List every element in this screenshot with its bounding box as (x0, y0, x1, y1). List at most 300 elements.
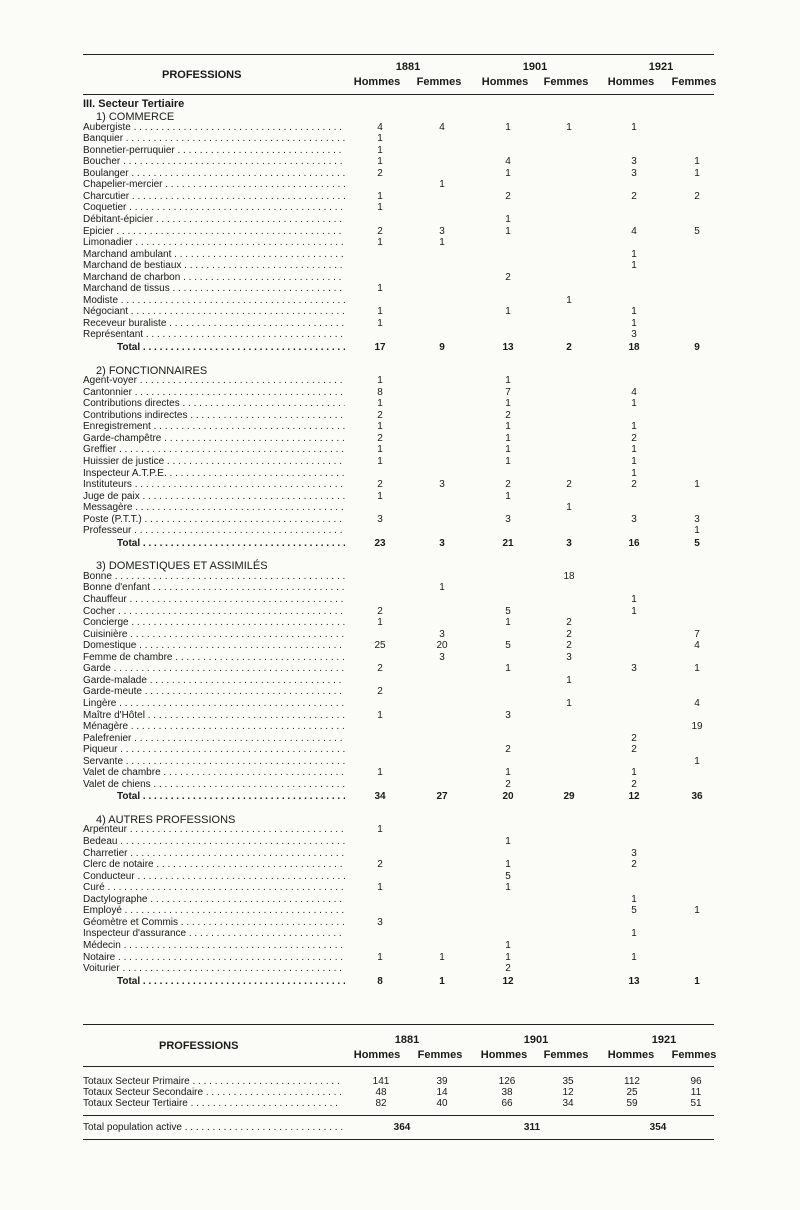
profession-label: Conducteur . . . (83, 871, 345, 883)
cell-hommes-1881: 2 (377, 167, 383, 179)
profession-label: Concierge . . . (83, 617, 345, 629)
cell-femmes-1901: 18 (563, 570, 575, 582)
total-hommes-1901: 13 (502, 342, 514, 353)
cell-hommes-1881: 1 (377, 617, 383, 629)
cell-hommes-1921: 1 (631, 467, 637, 479)
total-row (83, 791, 714, 803)
summary-mid-rule (83, 1115, 714, 1116)
cell-hommes-1881: 1 (377, 709, 383, 721)
cell-hommes-1901: 1 (505, 121, 511, 133)
profession-label: Inspecteur A.T.P.E. . . . (83, 468, 345, 480)
cell-femmes-1921: 5 (694, 225, 700, 237)
total-row (83, 976, 714, 988)
cell-hommes-1901: 1 (505, 939, 511, 951)
total-hommes-1921: 13 (628, 975, 640, 987)
table-row (83, 502, 714, 514)
table-row (83, 433, 714, 445)
hommes-1921-header: Hommes (607, 76, 655, 88)
total-label: Total . . . (117, 976, 345, 988)
cell-hommes-1901: 2 (505, 778, 511, 790)
cell-femmes-1881: 3 (439, 628, 445, 640)
total-label: Total . . . (117, 791, 345, 803)
table-row (83, 928, 714, 940)
cell-hommes-1901: 1 (505, 167, 511, 179)
table-row (83, 721, 714, 733)
cell-femmes-1901: 3 (566, 651, 572, 663)
cell-hommes-1901: 1 (505, 859, 511, 871)
table-row (83, 295, 714, 307)
table-row (83, 260, 714, 272)
table-row (83, 617, 714, 629)
table-row (83, 571, 714, 583)
summary-femmes-1921: 96 (690, 1076, 702, 1087)
table-row (83, 122, 714, 134)
cell-femmes-1921: 1 (694, 479, 700, 491)
cell-hommes-1921: 3 (631, 329, 637, 341)
profession-label: Cocher . . . (83, 606, 345, 618)
cell-hommes-1901: 5 (505, 640, 511, 652)
cell-hommes-1881: 3 (377, 916, 383, 928)
summary-hommes-1901: 126 (498, 1076, 516, 1087)
table-row (83, 468, 714, 480)
table-row (83, 329, 714, 341)
table-row (83, 272, 714, 284)
summary-hommes-1901-header: Hommes (480, 1049, 528, 1061)
cell-hommes-1881: 2 (377, 409, 383, 421)
profession-label: Coquetier . . . (83, 202, 345, 214)
summary-hommes-1921: 59 (626, 1098, 638, 1109)
summary-hommes-1921: 112 (624, 1076, 640, 1087)
cell-hommes-1921: 1 (631, 928, 637, 940)
cell-hommes-1881: 2 (377, 225, 383, 237)
cell-hommes-1881: 8 (377, 386, 383, 398)
profession-label: Domestique . . . (83, 640, 345, 652)
profession-label: Palefrenier . . . (83, 733, 345, 745)
cell-hommes-1921: 3 (631, 156, 637, 168)
profession-label: Inspecteur d'assurance . . . (83, 928, 345, 940)
profession-label: Marchand de tissus . . . (83, 283, 345, 295)
table-row (83, 894, 714, 906)
summary-femmes-1921: 11 (690, 1087, 702, 1098)
femmes-1881-header: Femmes (416, 76, 462, 88)
cell-hommes-1901: 3 (505, 513, 511, 525)
table-row (83, 848, 714, 860)
cell-hommes-1901: 1 (505, 306, 511, 318)
profession-label: Curé . . . (83, 882, 345, 894)
cell-hommes-1881: 1 (377, 202, 383, 214)
cell-hommes-1901: 1 (505, 617, 511, 629)
summary-femmes-1901: 34 (562, 1098, 574, 1109)
summary-femmes-1901-header: Femmes (543, 1049, 589, 1061)
profession-label: Lingère . . . (83, 698, 345, 710)
profession-label: Poste (P.T.T.) . . . (83, 514, 345, 526)
cell-hommes-1921: 1 (631, 444, 637, 456)
cell-hommes-1921: 1 (631, 455, 637, 467)
table-row (83, 283, 714, 295)
profession-label: Marchand de charbon . . . (83, 272, 345, 284)
cell-hommes-1881: 2 (377, 859, 383, 871)
table-row (83, 940, 714, 952)
cell-hommes-1921: 3 (631, 847, 637, 859)
cell-hommes-1921: 1 (631, 594, 637, 605)
table-row (83, 202, 714, 214)
table-row (83, 698, 714, 710)
profession-label: Cuisinière . . . (83, 629, 345, 641)
total-femmes-1901: 2 (566, 342, 572, 353)
cell-hommes-1881: 2 (377, 605, 383, 617)
year-1921-header: 1921 (648, 61, 674, 73)
table-row (83, 710, 714, 722)
summary-row (83, 1076, 714, 1087)
total-hommes-1921: 16 (628, 537, 640, 549)
cell-hommes-1921: 4 (631, 386, 637, 398)
cell-hommes-1901: 2 (505, 190, 511, 202)
cell-femmes-1921: 4 (694, 697, 700, 709)
cell-femmes-1881: 1 (439, 179, 445, 191)
table-row (83, 318, 714, 330)
group-title: 4) AUTRES PROFESSIONS (96, 813, 236, 826)
table-row (83, 905, 714, 917)
cell-hommes-1881: 1 (377, 283, 383, 295)
cell-femmes-1921: 3 (694, 513, 700, 525)
profession-label: Charcutier . . . (83, 191, 345, 203)
cell-hommes-1881: 1 (377, 237, 383, 249)
total-label: Total . . . (117, 342, 345, 354)
cell-hommes-1881: 1 (377, 824, 383, 836)
cell-hommes-1901: 2 (505, 271, 511, 283)
cell-hommes-1881: 1 (377, 444, 383, 456)
femmes-1921-header: Femmes (671, 76, 717, 88)
cell-femmes-1881: 4 (439, 121, 445, 133)
cell-hommes-1901: 5 (505, 870, 511, 882)
profession-label: Ménagère . . . (83, 721, 345, 733)
table-row (83, 387, 714, 399)
cell-hommes-1901: 1 (505, 444, 511, 456)
profession-label: Marchand ambulant . . . (83, 249, 345, 261)
profession-label: Instituteurs . . . (83, 479, 345, 491)
profession-label: Aubergiste . . . (83, 122, 345, 134)
profession-label: Receveur buraliste . . . (83, 318, 345, 330)
table-row (83, 767, 714, 779)
table-row (83, 744, 714, 756)
cell-femmes-1901: 2 (566, 640, 572, 652)
table-row (83, 191, 714, 203)
table-row (83, 179, 714, 191)
cell-femmes-1901: 2 (566, 479, 572, 491)
summary-hommes-1881: 82 (375, 1098, 387, 1109)
section-title: III. Secteur Tertiaire (83, 98, 185, 110)
cell-femmes-1921: 1 (694, 755, 700, 767)
table-row (83, 859, 714, 871)
table-row (83, 306, 714, 318)
cell-hommes-1901: 2 (505, 409, 511, 421)
summary-femmes-1881-header: Femmes (417, 1049, 463, 1061)
total-femmes-1901: 3 (566, 537, 572, 549)
table-row (83, 214, 714, 226)
total-hommes-1921: 12 (628, 791, 640, 803)
table-row (83, 410, 714, 422)
profession-label: Représentant . . . (83, 329, 345, 341)
table-row (83, 249, 714, 261)
profession-label: Chauffeur . . . (83, 594, 345, 606)
cell-hommes-1881: 1 (377, 882, 383, 894)
profession-label: Bonnetier-perruquier . . . (83, 145, 345, 157)
profession-label: Professeur . . . (83, 525, 345, 537)
cell-hommes-1901: 1 (505, 836, 511, 847)
cell-femmes-1901: 1 (566, 502, 572, 514)
table-row (83, 836, 714, 848)
population-1921: 354 (649, 1122, 667, 1133)
summary-femmes-1881: 39 (436, 1076, 448, 1087)
table-row (83, 952, 714, 964)
profession-label: Voiturier . . . (83, 963, 345, 975)
summary-row (83, 1087, 714, 1098)
profession-label: Huissier de justice . . . (83, 456, 345, 468)
cell-hommes-1881: 1 (377, 133, 383, 145)
total-femmes-1921: 1 (694, 975, 700, 987)
cell-femmes-1881: 1 (439, 237, 445, 249)
total-femmes-1921: 9 (694, 342, 700, 353)
cell-femmes-1901: 1 (566, 121, 572, 133)
cell-hommes-1901: 2 (505, 963, 511, 975)
population-row (83, 1122, 714, 1133)
table-row (83, 882, 714, 894)
profession-label: Piqueur . . . (83, 744, 345, 756)
cell-hommes-1881: 4 (377, 121, 383, 133)
summary-year-1901-header: 1901 (523, 1034, 549, 1046)
summary-hommes-1921-header: Hommes (607, 1049, 655, 1061)
cell-hommes-1921: 2 (631, 479, 637, 491)
profession-label: Marchand de bestiaux . . . (83, 260, 345, 272)
cell-hommes-1901: 1 (505, 432, 511, 444)
total-femmes-1881: 1 (439, 975, 445, 987)
table-row (83, 640, 714, 652)
cell-hommes-1901: 2 (505, 479, 511, 491)
total-hommes-1881: 8 (377, 975, 383, 987)
profession-label: Négociant . . . (83, 306, 345, 318)
cell-hommes-1881: 3 (377, 513, 383, 525)
table-row (83, 756, 714, 768)
cell-hommes-1901: 1 (505, 490, 511, 502)
top-rule (83, 54, 714, 55)
summary-hommes-1901: 66 (501, 1098, 513, 1109)
summary-label: Totaux Secteur Tertiaire . . . (83, 1098, 341, 1109)
cell-hommes-1901: 1 (505, 213, 511, 225)
cell-hommes-1881: 2 (377, 686, 383, 698)
table-row (83, 594, 714, 606)
summary-row (83, 1098, 714, 1109)
cell-hommes-1921: 2 (631, 732, 637, 744)
table-row (83, 963, 714, 975)
profession-label: Géomètre et Commis . . . (83, 917, 345, 929)
cell-hommes-1901: 1 (505, 663, 511, 675)
cell-hommes-1921: 1 (631, 421, 637, 433)
cell-hommes-1921: 2 (631, 778, 637, 790)
summary-label: Totaux Secteur Secondaire . . . (83, 1087, 341, 1098)
cell-hommes-1921: 1 (631, 605, 637, 617)
total-hommes-1881: 17 (374, 342, 386, 353)
cell-hommes-1881: 1 (377, 156, 383, 168)
profession-label: Charretier . . . (83, 848, 345, 860)
year-1901-header: 1901 (522, 61, 548, 73)
table-row (83, 824, 714, 836)
hommes-1881-header: Hommes (353, 76, 401, 88)
total-hommes-1901: 20 (502, 791, 514, 803)
table-row (83, 686, 714, 698)
table-row (83, 675, 714, 687)
table-row (83, 525, 714, 537)
profession-label: Enregistrement . . . (83, 421, 345, 433)
cell-femmes-1921: 19 (691, 721, 703, 733)
cell-hommes-1921: 1 (631, 951, 637, 963)
total-femmes-1881: 3 (439, 537, 445, 549)
profession-label: Agent-voyer . . . (83, 375, 345, 387)
profession-label: Arpenteur . . . (83, 824, 345, 836)
cell-femmes-1921: 1 (694, 156, 700, 168)
total-label: Total . . . (117, 538, 345, 550)
profession-label: Chapelier-mercier . . . (83, 179, 345, 191)
group-title: 1) COMMERCE (96, 111, 175, 123)
cell-hommes-1921: 3 (631, 663, 637, 675)
profession-label: Employé . . . (83, 905, 345, 917)
profession-label: Modiste . . . (83, 295, 345, 307)
summary-professions-header: PROFESSIONS (159, 1040, 239, 1052)
year-1881-header: 1881 (395, 61, 421, 73)
summary-hommes-1901: 38 (501, 1087, 513, 1098)
group-title: 3) DOMESTIQUES ET ASSIMILÉS (96, 560, 268, 573)
table-row (83, 514, 714, 526)
population-label: Total population active . . . (83, 1122, 345, 1133)
cell-hommes-1901: 3 (505, 709, 511, 721)
summary-femmes-1901: 35 (562, 1076, 574, 1087)
cell-femmes-1881: 3 (439, 225, 445, 237)
cell-hommes-1901: 7 (505, 386, 511, 398)
profession-label: Cantonnier . . . (83, 387, 345, 399)
cell-femmes-1881: 3 (439, 479, 445, 491)
table-row (83, 779, 714, 791)
cell-hommes-1921: 5 (631, 905, 637, 917)
femmes-1901-header: Femmes (543, 76, 589, 88)
profession-label: Maître d'Hôtel . . . (83, 710, 345, 722)
total-hommes-1881: 34 (374, 791, 386, 803)
cell-hommes-1881: 1 (377, 455, 383, 467)
table-row (83, 479, 714, 491)
summary-hommes-1921: 25 (626, 1087, 638, 1098)
cell-femmes-1901: 1 (566, 294, 572, 306)
table-row (83, 168, 714, 180)
table-row (83, 145, 714, 157)
table-row (83, 156, 714, 168)
summary-year-1881-header: 1881 (394, 1034, 420, 1046)
cell-hommes-1901: 1 (505, 767, 511, 779)
total-hommes-1901: 12 (502, 975, 514, 987)
summary-hommes-1881: 141 (372, 1076, 390, 1087)
profession-label: Epicier . . . (83, 226, 345, 238)
cell-hommes-1901: 2 (505, 744, 511, 756)
population-1881: 364 (393, 1122, 411, 1133)
table-row (83, 917, 714, 929)
group-title: 2) FONCTIONNAIRES (96, 364, 208, 377)
cell-hommes-1881: 2 (377, 479, 383, 491)
profession-label: Clerc de notaire . . . (83, 859, 345, 871)
summary-femmes-1881: 40 (436, 1098, 448, 1109)
cell-hommes-1921: 2 (631, 190, 637, 202)
table-row (83, 133, 714, 145)
cell-femmes-1881: 1 (439, 582, 445, 594)
cell-hommes-1901: 1 (505, 951, 511, 963)
summary-hommes-1881-header: Hommes (353, 1049, 401, 1061)
profession-label: Messagère . . . (83, 502, 345, 514)
cell-femmes-1921: 1 (694, 525, 700, 537)
profession-label: Bedeau . . . (83, 836, 345, 848)
table-row (83, 456, 714, 468)
summary-header-rule (83, 1066, 714, 1067)
cell-hommes-1921: 1 (631, 260, 637, 272)
cell-hommes-1901: 1 (505, 421, 511, 433)
cell-femmes-1921: 1 (694, 167, 700, 179)
profession-label: Boulanger . . . (83, 168, 345, 180)
cell-hommes-1901: 4 (505, 156, 511, 168)
table-row (83, 652, 714, 664)
table-row (83, 606, 714, 618)
cell-femmes-1901: 1 (566, 697, 572, 709)
cell-hommes-1881: 1 (377, 398, 383, 410)
total-femmes-1901: 29 (563, 791, 575, 803)
table-row (83, 629, 714, 641)
summary-hommes-1881: 48 (375, 1087, 387, 1098)
profession-label: Bonne d'enfant . . . (83, 582, 345, 594)
profession-label: Juge de paix . . . (83, 491, 345, 503)
profession-label: Valet de chiens . . . (83, 779, 345, 791)
population-1901: 311 (523, 1122, 541, 1133)
cell-hommes-1881: 1 (377, 144, 383, 156)
table-row (83, 375, 714, 387)
cell-hommes-1881: 25 (374, 640, 386, 652)
cell-femmes-1901: 1 (566, 674, 572, 686)
table-row (83, 226, 714, 238)
professions-header: PROFESSIONS (162, 69, 242, 81)
table-row (83, 582, 714, 594)
cell-hommes-1881: 1 (377, 767, 383, 779)
cell-femmes-1901: 2 (566, 617, 572, 629)
cell-hommes-1881: 1 (377, 375, 383, 387)
summary-top-rule (83, 1024, 714, 1025)
cell-hommes-1921: 1 (631, 398, 637, 410)
cell-hommes-1901: 1 (505, 882, 511, 894)
cell-hommes-1921: 2 (631, 744, 637, 756)
cell-hommes-1881: 1 (377, 951, 383, 963)
total-row (83, 342, 714, 354)
cell-femmes-1881: 3 (439, 651, 445, 663)
total-hommes-1901: 21 (502, 537, 514, 549)
table-row (83, 663, 714, 675)
total-hommes-1921: 18 (628, 342, 640, 353)
cell-hommes-1921: 4 (631, 225, 637, 237)
table-row (83, 444, 714, 456)
cell-hommes-1921: 3 (631, 167, 637, 179)
cell-hommes-1921: 3 (631, 513, 637, 525)
profession-label: Boucher . . . (83, 156, 345, 168)
cell-hommes-1881: 2 (377, 663, 383, 675)
summary-femmes-1921: 51 (690, 1098, 702, 1109)
profession-label: Banquier . . . (83, 133, 345, 145)
cell-femmes-1881: 20 (436, 640, 448, 652)
profession-label: Garde-malade . . . (83, 675, 345, 687)
cell-hommes-1921: 1 (631, 317, 637, 329)
table-row (83, 491, 714, 503)
profession-label: Contributions indirectes . . . (83, 410, 345, 422)
table-row (83, 421, 714, 433)
